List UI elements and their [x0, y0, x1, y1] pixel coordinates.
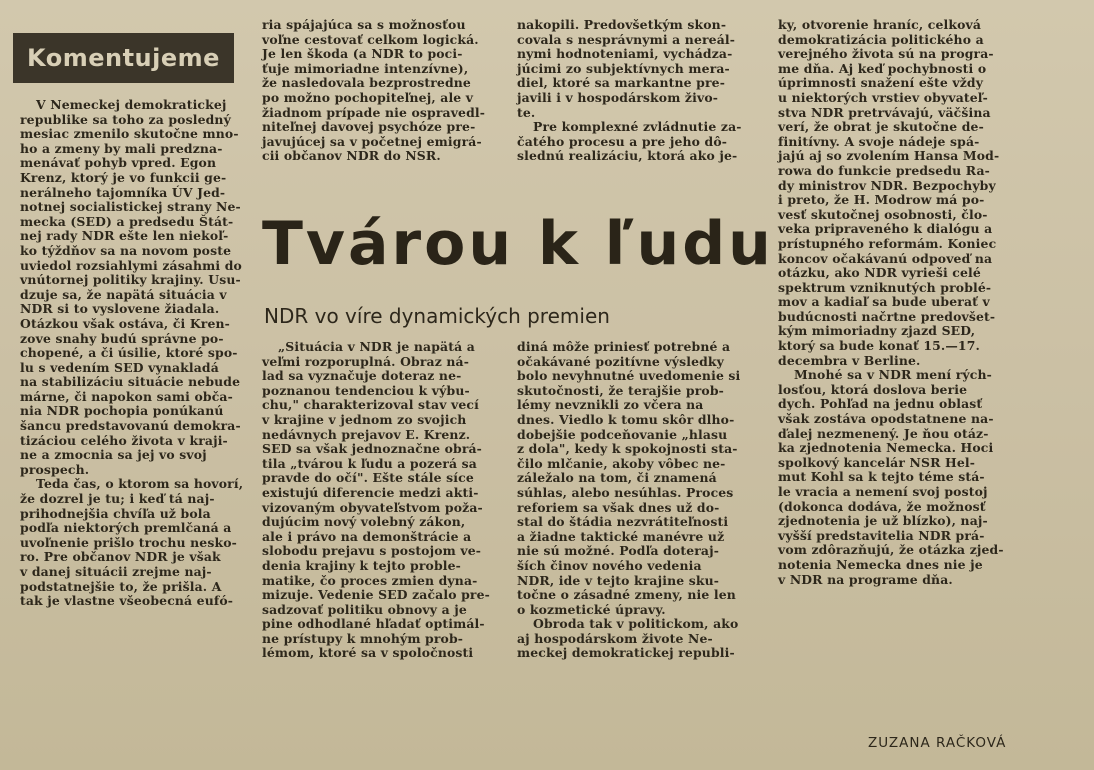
- text-line: tila „tvárou k ľudu a pozerá sa: [262, 455, 477, 471]
- text-line: júcimi zo subjektívnych mera-: [517, 60, 730, 76]
- text-line: kým mimoriadny zjazd SED,: [778, 323, 976, 339]
- text-line: Otázkou však ostáva, či Kren-: [20, 315, 230, 331]
- text-line: reforiem sa však dnes už do-: [517, 499, 720, 515]
- text-line: súhlas, alebo nesúhlas. Proces: [517, 484, 734, 500]
- text-line: pine odhodlané hľadať optimál-: [262, 616, 485, 632]
- text-line: le vracia a nemení svoj postoj: [778, 484, 988, 499]
- text-line: prospech.: [20, 461, 90, 477]
- text-line: na stabilizáciu situácie nebude: [20, 374, 241, 390]
- text-line: ďalej nezmenený. Je ňou otáz-: [778, 425, 989, 441]
- headline: Tvárou k ľudu: [262, 209, 774, 279]
- text-line: NDR, ide v tejto krajine sku-: [517, 572, 720, 588]
- section-kicker: [13, 33, 234, 83]
- text-line: republike sa toho za posledný: [20, 111, 231, 127]
- text-line: koncov očakávanú odpoveď na: [778, 250, 993, 266]
- text-line: Je len škoda (a NDR to poci-: [262, 46, 463, 62]
- text-line: úprimnosti snažení ešte vždy: [778, 75, 984, 91]
- text-line: v NDR na programe dňa.: [778, 571, 953, 587]
- text-line: dzuje sa, že napätá situácia v: [20, 286, 227, 302]
- text-line: ne a zmocnia sa jej vo svoj: [20, 447, 207, 463]
- text-line: dnes. Viedlo k tomu skôr dlho-: [517, 411, 735, 427]
- text-line: rowa do funkcie predsedu Ra-: [778, 162, 990, 178]
- text-line: matike, čo proces zmien dyna-: [262, 572, 478, 588]
- text-line: javili i v hospodárskom živo-: [517, 89, 719, 105]
- text-line: nymi hodnoteniami, vychádza-: [517, 46, 733, 62]
- text-line: však zostáva opodstatnene na-: [778, 411, 994, 427]
- text-line: veľmi rozporuplná. Obraz ná-: [262, 353, 469, 369]
- text-line: niteľnej davovej psychóze pre-: [262, 119, 476, 135]
- text-line: z dola", kedy k spokojnosti sta-: [517, 441, 738, 457]
- text-line: nedávnych prejavov E. Krenz.: [262, 426, 471, 442]
- column-2-top: [262, 18, 507, 164]
- text-line: v danej situácii zrejme naj-: [20, 564, 212, 579]
- text-line: demokratizácia politického a: [778, 31, 984, 47]
- text-line: menávať pohyb vpred. Egon: [20, 155, 217, 171]
- text-line: mecka (SED) a predsedu Štát-: [20, 213, 234, 229]
- text-line: nej rady NDR ešte len niekoľ-: [20, 228, 229, 244]
- text-line: po možno pochopiteľnej, ale v: [262, 89, 474, 105]
- text-line: existujú diferencie medzi akti-: [262, 484, 479, 500]
- text-line: losťou, ktorá doslova berie: [778, 381, 968, 397]
- text-line: tizáciou celého života v kraji-: [20, 432, 228, 448]
- column-4: [778, 18, 1040, 587]
- text-line: diel, ktoré sa markantne pre-: [517, 75, 725, 91]
- text-line: finitívny. A svoje nádeje spá-: [778, 133, 980, 149]
- text-line: slednú realizáciu, ktorá ako je-: [517, 148, 738, 164]
- text-line: vom zdôrazňujú, že otázka zjed-: [778, 542, 1004, 558]
- text-line: me dňa. Aj keď pochybnosti o: [778, 60, 987, 76]
- text-line: prístupného reformám. Koniec: [778, 235, 997, 251]
- text-line: veka pripraveného k dialógu a: [778, 221, 993, 237]
- text-line: notenia Nemecka dnes nie je: [778, 556, 983, 572]
- text-line: ko týždňov sa na novom poste: [20, 242, 232, 258]
- column-3-top: [517, 18, 763, 164]
- text-line: covala s nesprávnymi a nereál-: [517, 31, 736, 47]
- text-line: ťuje mimoriadne intenzívne),: [262, 60, 469, 76]
- text-line: márne, či napokon sami obča-: [20, 388, 233, 404]
- text-line: budúcnosti načrtne predovšet-: [778, 308, 996, 324]
- text-line: uviedol rozsiahlymi zásahmi do: [20, 257, 242, 273]
- text-line: dobejšie podceňovanie „hlasu: [517, 426, 728, 442]
- text-line: (dokonca dodáva, že možnosť: [778, 498, 986, 514]
- text-line: Krenz, ktorý je vo funkcii ge-: [20, 169, 227, 185]
- text-line: nerálneho tajomníka ÚV Jed-: [20, 184, 226, 200]
- text-line: vizovaným obyvateľstvom poža-: [262, 499, 483, 515]
- text-line: poznanou tendenciou k výbu-: [262, 382, 470, 398]
- text-line: ria spájajúca sa s možnosťou: [262, 17, 466, 32]
- text-line: mizuje. Vedenie SED začalo pre-: [262, 587, 490, 603]
- text-line: ších činov nového vedenia: [517, 557, 702, 573]
- text-line: te.: [517, 104, 536, 120]
- text-line: dych. Pohľad na jednu oblasť: [778, 396, 983, 412]
- text-line: o kozmetické úpravy.: [517, 601, 666, 617]
- text-line: dy ministrov NDR. Bezpochyby: [778, 177, 996, 193]
- text-line: tak je vlastne všeobecná eufó-: [20, 593, 234, 609]
- text-line: spektrum vzniknutých problé-: [778, 279, 992, 295]
- text-line: podstatnejšie to, že prišla. A: [20, 578, 222, 594]
- text-line: chu," charakterizoval stav vecí: [262, 397, 479, 413]
- text-line: Teda čas, o ktorom sa hovorí,: [36, 476, 244, 492]
- text-line: že nasledovala bezprostredne: [262, 75, 471, 91]
- text-line: šancu predstavovanú demokra-: [20, 418, 241, 434]
- text-line: „Situácia v NDR je napätá a: [278, 339, 475, 354]
- text-line: ka zjednotenia Nemecka. Hoci: [778, 440, 994, 456]
- text-line: Mnohé sa v NDR mení rých-: [794, 367, 992, 383]
- text-line: Pre komplexné zvládnutie za-: [533, 119, 742, 135]
- text-line: denia krajiny k tejto proble-: [262, 557, 461, 573]
- text-line: nie sú možné. Podľa doteraj-: [517, 543, 720, 559]
- text-line: žiadnom prípade nie ospravedl-: [262, 104, 486, 120]
- text-line: ky, otvorenie hraníc, celková: [778, 17, 982, 32]
- text-line: ho a zmeny by mali predzna-: [20, 140, 223, 156]
- text-line: podľa niektorých premlčaná a: [20, 520, 232, 536]
- text-line: lémom, ktoré sa v spoločnosti: [262, 645, 474, 661]
- text-line: nakopili. Predovšetkým skon-: [517, 17, 727, 32]
- subheadline: NDR vo víre dynamických premien: [264, 304, 610, 328]
- text-line: uvoľnenie prišlo trochu nesko-: [20, 534, 237, 550]
- column-3-bottom: [517, 340, 763, 661]
- text-line: Obroda tak v politickom, ako: [533, 616, 739, 632]
- text-line: lad sa vyznačuje doteraz ne-: [262, 368, 462, 384]
- text-line: točne o zásadné zmeny, nie len: [517, 587, 736, 603]
- text-line: vyšší predstavitelia NDR prá-: [778, 527, 985, 543]
- text-line: verejného života sú na progra-: [778, 46, 994, 62]
- text-line: mov a kadiaľ sa bude uberať v: [778, 294, 990, 310]
- text-line: záležalo na tom, či znamená: [517, 470, 717, 486]
- text-line: decembra v Berline.: [778, 352, 921, 368]
- text-line: otázku, ako NDR vyrieši celé: [778, 265, 981, 281]
- text-line: NDR si to vyslovene žiadala.: [20, 301, 220, 317]
- author-byline: ZUZANA RAČKOVÁ: [868, 735, 1007, 751]
- text-line: ro. Pre občanov NDR je však: [20, 549, 221, 565]
- text-line: spolkový kancelár NSR Hel-: [778, 454, 976, 470]
- text-line: vesť skutočnej osobnosti, člo-: [778, 206, 988, 222]
- text-line: dujúcim nový volebný zákon,: [262, 514, 466, 530]
- text-line: a žiadne taktické manévre už: [517, 528, 725, 544]
- text-line: ktorý sa bude konať 15.—17.: [778, 338, 980, 354]
- text-line: verí, že obrat je skutočne de-: [778, 119, 984, 135]
- text-line: zjednotenia je už blízko), naj-: [778, 513, 988, 529]
- text-line: aj hospodárskom živote Ne-: [517, 630, 713, 646]
- text-line: prihodnejšia chvíľa už bola: [20, 505, 211, 521]
- column-2-bottom: [262, 340, 507, 661]
- text-line: cii občanov NDR do NSR.: [262, 148, 441, 164]
- text-line: chopené, a či úsilie, ktoré spo-: [20, 345, 238, 361]
- text-line: u niektorých vrstiev obyvateľ-: [778, 89, 988, 105]
- text-line: diná môže priniesť potrebné a: [517, 339, 731, 354]
- text-line: mesiac zmenilo skutočne mno-: [20, 126, 239, 142]
- text-line: čatého procesu a pre jeho dô-: [517, 133, 728, 149]
- text-line: zove snahy budú správne po-: [20, 330, 224, 346]
- text-line: očakávané pozitívne výsledky: [517, 353, 725, 369]
- text-line: stal do štádia nezvrátiteľnosti: [517, 514, 729, 530]
- text-line: stva NDR pretrvávajú, väčšina: [778, 104, 991, 120]
- text-line: ne prístupy k mnohým prob-: [262, 630, 464, 646]
- text-line: lémy nevznikli zo včera na: [517, 397, 704, 413]
- text-line: jajú aj so zvolením Hansa Mod-: [778, 148, 1000, 164]
- text-line: lu s vedením SED vynakladá: [20, 359, 219, 375]
- text-line: i preto, že H. Modrow má po-: [778, 192, 985, 208]
- text-line: skutočnosti, že terajšie prob-: [517, 382, 724, 398]
- text-line: že dozrel je tu; i keď tá naj-: [20, 491, 215, 507]
- text-line: javujúcej sa v početnej emigrá-: [262, 133, 482, 149]
- kicker-label: Komentujeme: [27, 44, 220, 72]
- text-line: v krajine v jednom zo svojich: [262, 411, 467, 427]
- text-line: meckej demokratickej republi-: [517, 645, 735, 661]
- text-line: slobodu prejavu s postojom ve-: [262, 543, 482, 559]
- text-line: pravde do očí". Ešte stále síce: [262, 470, 474, 486]
- text-line: voľne cestovať celkom logická.: [262, 31, 479, 47]
- text-line: V Nemeckej demokratickej: [36, 97, 227, 112]
- text-line: notnej socialistickej strany Ne-: [20, 199, 241, 215]
- text-line: SED sa však jednoznačne obrá-: [262, 441, 482, 457]
- text-line: nia NDR pochopia ponúkanú: [20, 403, 224, 419]
- text-line: čilo mlčanie, akoby vôbec ne-: [517, 455, 726, 471]
- text-line: ale i právo na demonštrácie a: [262, 528, 472, 544]
- column-1: [20, 98, 252, 609]
- text-line: bolo nevyhnutné uvedomenie si: [517, 368, 741, 384]
- text-line: vnútornej politiky krajiny. Usu-: [20, 272, 241, 288]
- text-line: sadzovať politiku obnovy a je: [262, 601, 467, 617]
- text-line: mut Kohl sa k tejto téme stá-: [778, 469, 985, 485]
